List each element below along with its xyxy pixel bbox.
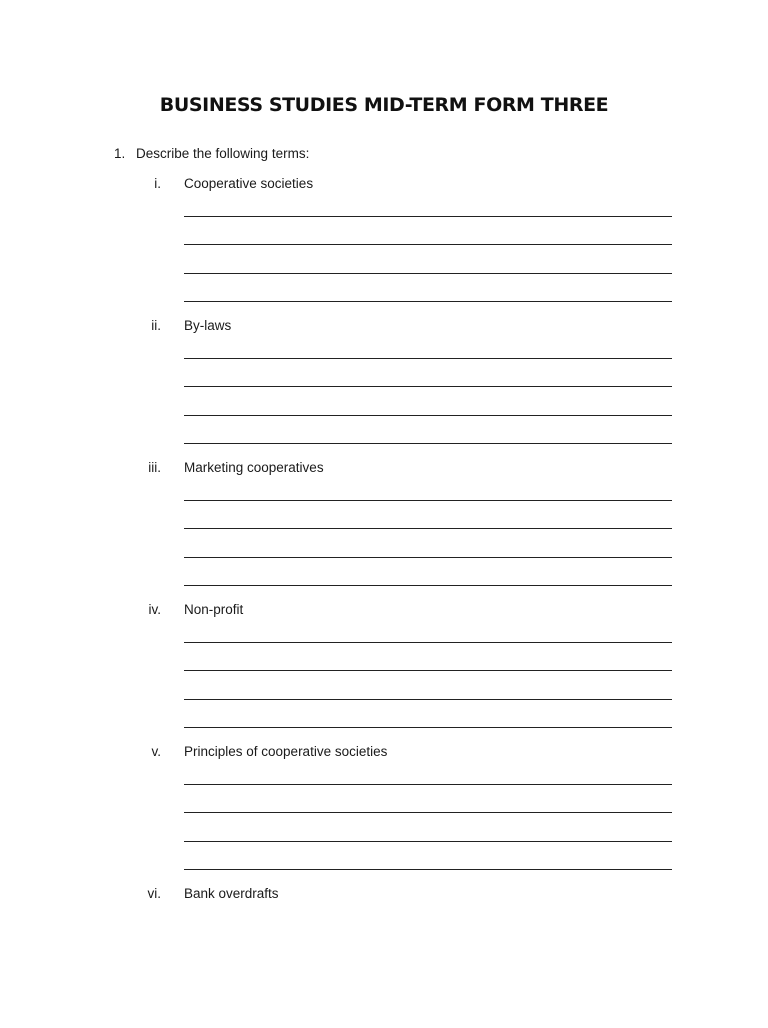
answer-line [184, 528, 672, 529]
question-item-vi [0, 886, 768, 1028]
question-items [0, 176, 768, 1028]
item-label: By-laws [184, 318, 232, 333]
question-item-iv [0, 602, 768, 744]
question-number: 1. [114, 146, 126, 161]
page-title: BUSINESS STUDIES MID-TERM FORM THREE [159, 94, 609, 116]
item-numeral: iv. [148, 602, 161, 617]
answer-line [184, 585, 672, 586]
answer-line [184, 812, 672, 813]
question-item-v [0, 744, 768, 886]
answer-line [184, 443, 672, 444]
item-label: Non-profit [184, 602, 244, 617]
answer-line [184, 216, 672, 217]
question-item-i [0, 176, 768, 318]
question-item-iii [0, 460, 768, 602]
answer-line [184, 869, 672, 870]
answer-line [184, 386, 672, 387]
item-label: Bank overdrafts [184, 886, 279, 901]
item-label: Cooperative societies [184, 176, 314, 191]
item-label: Principles of cooperative societies [184, 744, 388, 759]
answer-line [184, 500, 672, 501]
answer-line [184, 244, 672, 245]
answer-line [184, 670, 672, 671]
answer-line [184, 301, 672, 302]
item-numeral: v. [151, 744, 161, 759]
answer-line [184, 273, 672, 274]
item-label: Marketing cooperatives [184, 460, 324, 475]
item-numeral: ii. [151, 318, 161, 333]
answer-line [184, 557, 672, 558]
answer-line [184, 727, 672, 728]
answer-line [184, 415, 672, 416]
answer-line [184, 642, 672, 643]
answer-line [184, 699, 672, 700]
answer-line [184, 358, 672, 359]
item-numeral: vi. [147, 886, 161, 901]
answer-line [184, 841, 672, 842]
item-numeral: iii. [148, 460, 161, 475]
item-numeral: i. [154, 176, 161, 191]
question-text: Describe the following terms: [136, 146, 310, 161]
question-item-ii [0, 318, 768, 460]
answer-line [184, 784, 672, 785]
